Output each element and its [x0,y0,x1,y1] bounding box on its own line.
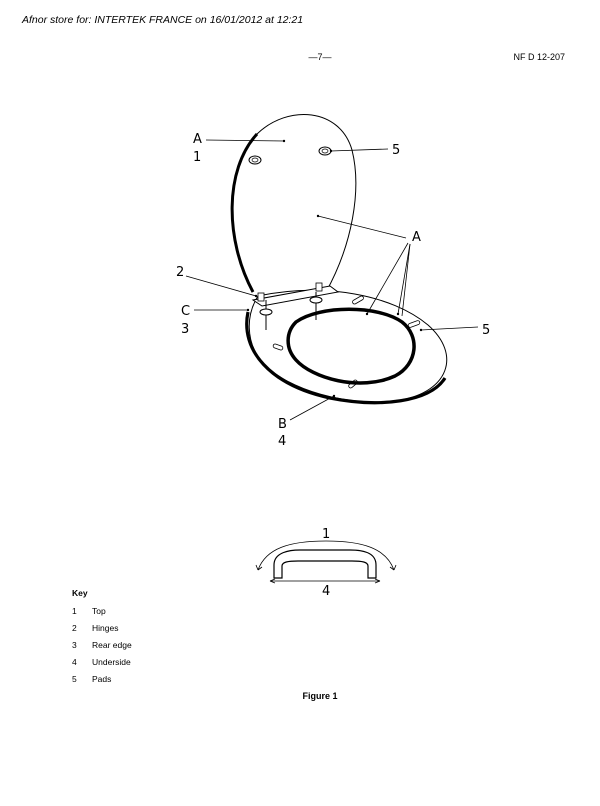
key-item-label: Pads [92,673,112,684]
key-item-label: Top [92,605,106,616]
callout-c: C [181,304,191,319]
key-item [72,636,132,653]
key-item-number: 4 [72,656,77,667]
key-item-number: 1 [72,605,77,616]
callout-b: B [278,417,287,432]
key-item [72,619,132,636]
callout-4: 4 [278,434,287,449]
key-item-label: Underside [92,656,131,667]
key-item-number: 3 [72,639,77,650]
key-item [72,653,132,670]
lid-drawing [232,114,356,292]
page-number: —7— [308,52,332,62]
callout-3: 3 [181,322,190,337]
watermark-text: Afnor store for: INTERTEK FRANCE on 16/01/2012 at 12:21 [22,14,304,26]
callout-5-right: 5 [482,323,491,338]
key-item-number: 5 [72,673,77,684]
key-item [72,670,132,687]
callout-a-right: A [412,230,421,245]
key-item-number: 2 [72,622,77,633]
section-callout-4: 4 [322,584,331,599]
key-legend [72,588,132,687]
standard-number: NF D 12-207 [513,52,565,62]
cross-section-drawing [256,541,396,583]
seat-drawing [247,283,447,403]
figure-caption: Figure 1 [302,691,338,701]
callout-1: 1 [193,150,202,165]
key-item [72,602,132,619]
key-item-label: Hinges [92,622,119,633]
key-item-label: Rear edge [92,639,132,650]
callout-2: 2 [176,265,185,280]
key-title: Key [72,588,88,598]
callout-a-top: A [193,132,202,147]
callout-5-top: 5 [392,143,401,158]
section-callout-1: 1 [322,527,331,542]
